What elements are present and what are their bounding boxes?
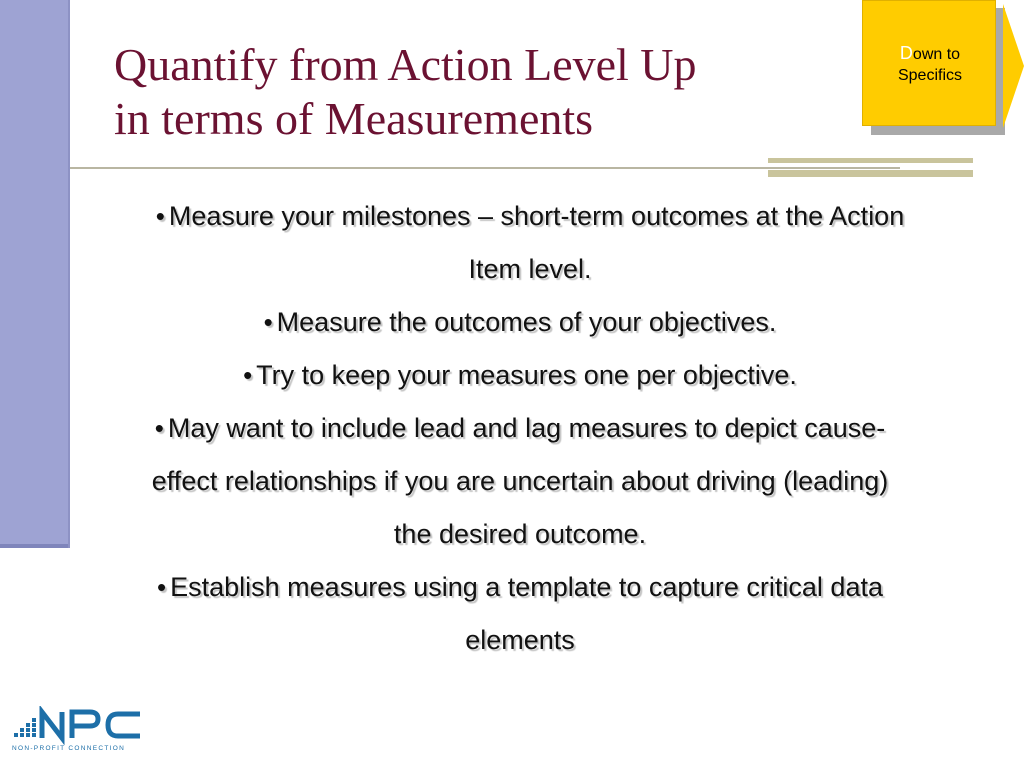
list-item [90, 190, 990, 296]
list-item [90, 561, 990, 667]
callout-line-1-rest: own to [912, 46, 961, 63]
bullet-icon: • [263, 307, 273, 337]
logo-letters [42, 712, 140, 738]
list-item [90, 402, 990, 561]
arrow-right-icon [1003, 4, 1024, 128]
left-accent-bar [0, 0, 70, 548]
logo-tagline: NON-PROFIT CONNECTION [12, 745, 126, 752]
callout-first-letter: D [899, 43, 913, 63]
bullet-icon: • [154, 413, 164, 443]
list-item-text: Try to keep your measures one per objective. [256, 360, 797, 390]
bullet-list [90, 190, 990, 667]
bullet-icon: • [157, 572, 167, 602]
title-divider [70, 167, 900, 169]
bullet-icon: • [155, 201, 165, 231]
slide-title [114, 38, 874, 146]
list-item-text: Measure the outcomes of your objectives. [276, 307, 777, 337]
slide-title-line-1: Quantify from Action Level Up [114, 39, 697, 90]
title-divider-accent-bottom [768, 170, 973, 177]
logo-bars-icon [14, 718, 36, 737]
left-accent-bar-edge [0, 544, 68, 548]
callout-line-1 [863, 43, 997, 65]
list-item-text: May want to include lead and lag measures to depict cause-effect relationships if you are uncertain about driving (leading) the desired outcome. [151, 413, 889, 549]
callout-note [862, 0, 996, 126]
callout-text [863, 43, 997, 86]
list-item-text: Measure your milestones – short-term outcomes at the Action Item level. [168, 201, 905, 284]
bullet-icon: • [243, 360, 253, 390]
list-item [90, 296, 990, 349]
list-item [90, 349, 990, 402]
slide-title-line-2: in terms of Measurements [114, 93, 594, 144]
list-item-text: Establish measures using a template to capture critical data elements [170, 572, 883, 655]
callout-line-2: Specifics [897, 67, 963, 84]
npc-logo [10, 706, 155, 756]
title-divider-accent-top [768, 158, 973, 163]
